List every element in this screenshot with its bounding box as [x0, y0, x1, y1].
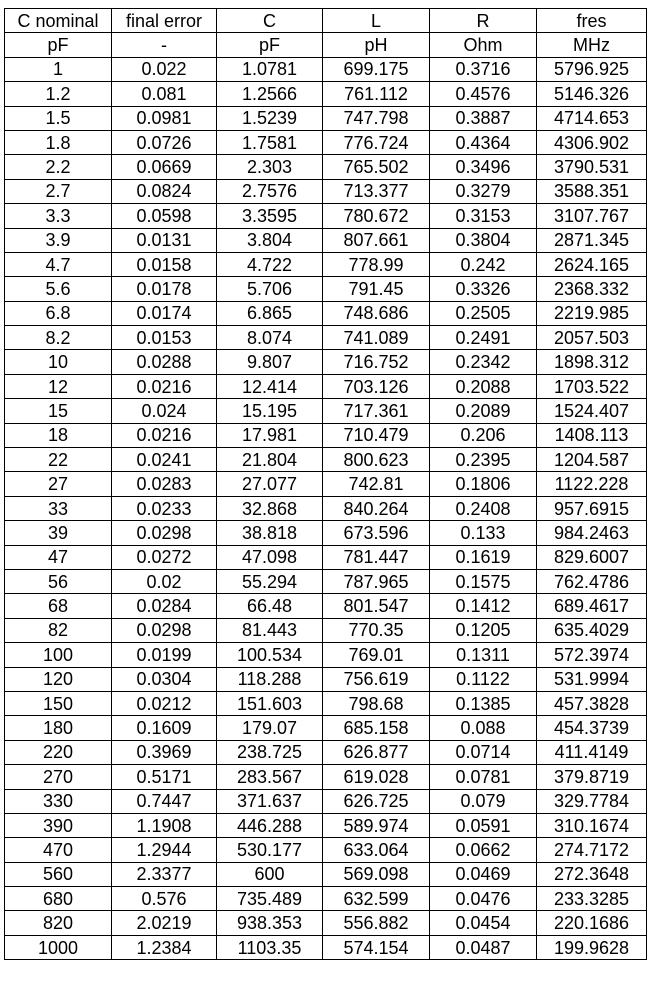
cell-r: 0.3326: [430, 277, 537, 301]
cell-r: 0.3496: [430, 155, 537, 179]
table-row: [5, 228, 647, 252]
cell-fres: 220.1686: [537, 911, 647, 935]
cell-c: 27.077: [217, 472, 323, 496]
cell-final-error: 0.0304: [112, 667, 217, 691]
table-row: [5, 472, 647, 496]
cell-c-nominal: 1: [5, 57, 112, 81]
cell-c-nominal: 10: [5, 350, 112, 374]
cell-fres: 3790.531: [537, 155, 647, 179]
table-row: [5, 813, 647, 837]
table-row: [5, 691, 647, 715]
cell-l: 713.377: [323, 179, 430, 203]
cell-c: 371.637: [217, 789, 323, 813]
cell-c: 2.303: [217, 155, 323, 179]
cell-c: 5.706: [217, 277, 323, 301]
table-row: [5, 618, 647, 642]
cell-l: 626.877: [323, 740, 430, 764]
cell-c: 3.3595: [217, 204, 323, 228]
cell-r: 0.2089: [430, 399, 537, 423]
cell-fres: 1703.522: [537, 374, 647, 398]
table-row: [5, 155, 647, 179]
cell-c-nominal: 3.3: [5, 204, 112, 228]
cell-final-error: 2.0219: [112, 911, 217, 935]
cell-fres: 454.3739: [537, 716, 647, 740]
header-row: [5, 9, 647, 33]
cell-final-error: 0.0283: [112, 472, 217, 496]
table-row: [5, 448, 647, 472]
table-row: [5, 57, 647, 81]
cell-c: 55.294: [217, 569, 323, 593]
table-row: [5, 326, 647, 350]
cell-final-error: 0.0199: [112, 643, 217, 667]
cell-fres: 2624.165: [537, 252, 647, 276]
cell-c: 6.865: [217, 301, 323, 325]
cell-l: 741.089: [323, 326, 430, 350]
cell-c-nominal: 82: [5, 618, 112, 642]
table-row: [5, 765, 647, 789]
cell-c-nominal: 18: [5, 423, 112, 447]
cell-r: 0.1412: [430, 594, 537, 618]
header-c-nominal: C nominal: [5, 9, 112, 33]
cell-l: 840.264: [323, 496, 430, 520]
unit-l: pH: [323, 33, 430, 57]
table-row: [5, 838, 647, 862]
table-row: [5, 204, 647, 228]
cell-fres: 310.1674: [537, 813, 647, 837]
cell-l: 716.752: [323, 350, 430, 374]
cell-l: 574.154: [323, 935, 430, 959]
cell-c-nominal: 1.5: [5, 106, 112, 130]
cell-final-error: 0.022: [112, 57, 217, 81]
cell-c-nominal: 100: [5, 643, 112, 667]
table-row: [5, 545, 647, 569]
cell-c: 1.7581: [217, 130, 323, 154]
cell-fres: 1204.587: [537, 448, 647, 472]
cell-final-error: 1.2944: [112, 838, 217, 862]
cell-c: 47.098: [217, 545, 323, 569]
cell-l: 703.126: [323, 374, 430, 398]
unit-final-error: -: [112, 33, 217, 57]
cell-c: 238.725: [217, 740, 323, 764]
cell-c: 1.5239: [217, 106, 323, 130]
cell-final-error: 0.0726: [112, 130, 217, 154]
cell-c-nominal: 180: [5, 716, 112, 740]
cell-final-error: 1.1908: [112, 813, 217, 837]
cell-c: 938.353: [217, 911, 323, 935]
cell-c-nominal: 120: [5, 667, 112, 691]
cell-fres: 272.3648: [537, 862, 647, 886]
cell-r: 0.2491: [430, 326, 537, 350]
cell-c-nominal: 68: [5, 594, 112, 618]
cell-r: 0.0469: [430, 862, 537, 886]
cell-c: 600: [217, 862, 323, 886]
cell-l: 800.623: [323, 448, 430, 472]
table-header: [5, 9, 647, 58]
cell-r: 0.1385: [430, 691, 537, 715]
table-row: [5, 130, 647, 154]
cell-l: 761.112: [323, 82, 430, 106]
header-r: R: [430, 9, 537, 33]
cell-l: 801.547: [323, 594, 430, 618]
cell-c: 1.0781: [217, 57, 323, 81]
cell-fres: 2219.985: [537, 301, 647, 325]
cell-fres: 689.4617: [537, 594, 647, 618]
cell-c: 4.722: [217, 252, 323, 276]
table-row: [5, 350, 647, 374]
cell-final-error: 0.0131: [112, 228, 217, 252]
cell-final-error: 0.0824: [112, 179, 217, 203]
cell-c: 283.567: [217, 765, 323, 789]
cell-r: 0.2395: [430, 448, 537, 472]
cell-r: 0.2408: [430, 496, 537, 520]
cell-final-error: 0.0216: [112, 423, 217, 447]
table-row: [5, 667, 647, 691]
cell-l: 748.686: [323, 301, 430, 325]
table-row: [5, 423, 647, 447]
cell-fres: 572.3974: [537, 643, 647, 667]
cell-fres: 1898.312: [537, 350, 647, 374]
cell-r: 0.0454: [430, 911, 537, 935]
cell-r: 0.206: [430, 423, 537, 447]
table-body: [5, 57, 647, 959]
table-row: [5, 643, 647, 667]
cell-final-error: 0.0284: [112, 594, 217, 618]
cell-fres: 233.3285: [537, 887, 647, 911]
cell-c-nominal: 330: [5, 789, 112, 813]
cell-c-nominal: 3.9: [5, 228, 112, 252]
cell-final-error: 0.0153: [112, 326, 217, 350]
cell-c: 8.074: [217, 326, 323, 350]
cell-l: 791.45: [323, 277, 430, 301]
table-row: [5, 521, 647, 545]
cell-final-error: 0.0212: [112, 691, 217, 715]
cell-fres: 329.7784: [537, 789, 647, 813]
cell-final-error: 0.3969: [112, 740, 217, 764]
cell-r: 0.242: [430, 252, 537, 276]
cell-l: 765.502: [323, 155, 430, 179]
cell-r: 0.1311: [430, 643, 537, 667]
cell-final-error: 0.0233: [112, 496, 217, 520]
unit-fres: MHz: [537, 33, 647, 57]
cell-fres: 4306.902: [537, 130, 647, 154]
cell-final-error: 0.0598: [112, 204, 217, 228]
cell-final-error: 0.0981: [112, 106, 217, 130]
cell-final-error: 0.5171: [112, 765, 217, 789]
cell-l: 633.064: [323, 838, 430, 862]
cell-final-error: 0.081: [112, 82, 217, 106]
cell-c: 17.981: [217, 423, 323, 447]
cell-c: 1.2566: [217, 82, 323, 106]
cell-c-nominal: 820: [5, 911, 112, 935]
cell-c-nominal: 220: [5, 740, 112, 764]
cell-l: 776.724: [323, 130, 430, 154]
cell-c-nominal: 1000: [5, 935, 112, 959]
cell-fres: 531.9994: [537, 667, 647, 691]
table-row: [5, 496, 647, 520]
cell-final-error: 1.2384: [112, 935, 217, 959]
cell-c: 118.288: [217, 667, 323, 691]
cell-r: 0.133: [430, 521, 537, 545]
cell-l: 619.028: [323, 765, 430, 789]
cell-r: 0.079: [430, 789, 537, 813]
cell-l: 556.882: [323, 911, 430, 935]
cell-c-nominal: 270: [5, 765, 112, 789]
cell-final-error: 0.0288: [112, 350, 217, 374]
header-final-error: final error: [112, 9, 217, 33]
cell-fres: 1524.407: [537, 399, 647, 423]
cell-final-error: 0.0298: [112, 618, 217, 642]
cell-c-nominal: 2.2: [5, 155, 112, 179]
cell-c-nominal: 150: [5, 691, 112, 715]
cell-fres: 2871.345: [537, 228, 647, 252]
cell-r: 0.3153: [430, 204, 537, 228]
cell-c: 100.534: [217, 643, 323, 667]
cell-l: 798.68: [323, 691, 430, 715]
cell-c: 81.443: [217, 618, 323, 642]
cell-r: 0.088: [430, 716, 537, 740]
cell-r: 0.3716: [430, 57, 537, 81]
table-row: [5, 887, 647, 911]
cell-fres: 829.6007: [537, 545, 647, 569]
unit-r: Ohm: [430, 33, 537, 57]
cell-c: 1103.35: [217, 935, 323, 959]
unit-c-nominal: pF: [5, 33, 112, 57]
cell-c: 66.48: [217, 594, 323, 618]
cell-r: 0.4576: [430, 82, 537, 106]
units-row: [5, 33, 647, 57]
cell-l: 769.01: [323, 643, 430, 667]
cell-r: 0.0781: [430, 765, 537, 789]
cell-r: 0.0487: [430, 935, 537, 959]
cell-r: 0.2342: [430, 350, 537, 374]
capacitor-table-container: [4, 8, 647, 960]
cell-c: 151.603: [217, 691, 323, 715]
cell-fres: 379.8719: [537, 765, 647, 789]
table-row: [5, 179, 647, 203]
cell-c-nominal: 15: [5, 399, 112, 423]
cell-c-nominal: 6.8: [5, 301, 112, 325]
cell-l: 756.619: [323, 667, 430, 691]
cell-c: 2.7576: [217, 179, 323, 203]
cell-c-nominal: 39: [5, 521, 112, 545]
table-row: [5, 594, 647, 618]
cell-fres: 2057.503: [537, 326, 647, 350]
cell-r: 0.3279: [430, 179, 537, 203]
cell-c-nominal: 560: [5, 862, 112, 886]
table-row: [5, 935, 647, 959]
cell-l: 778.99: [323, 252, 430, 276]
cell-c: 530.177: [217, 838, 323, 862]
cell-c: 179.07: [217, 716, 323, 740]
cell-fres: 1122.228: [537, 472, 647, 496]
cell-c-nominal: 27: [5, 472, 112, 496]
table-row: [5, 716, 647, 740]
cell-c-nominal: 56: [5, 569, 112, 593]
cell-fres: 199.9628: [537, 935, 647, 959]
cell-c-nominal: 390: [5, 813, 112, 837]
table-row: [5, 106, 647, 130]
cell-c-nominal: 1.2: [5, 82, 112, 106]
table-row: [5, 252, 647, 276]
cell-c-nominal: 4.7: [5, 252, 112, 276]
cell-c: 9.807: [217, 350, 323, 374]
cell-final-error: 0.1609: [112, 716, 217, 740]
cell-r: 0.3804: [430, 228, 537, 252]
cell-fres: 984.2463: [537, 521, 647, 545]
cell-c: 15.195: [217, 399, 323, 423]
cell-l: 699.175: [323, 57, 430, 81]
table-row: [5, 862, 647, 886]
cell-r: 0.1122: [430, 667, 537, 691]
cell-r: 0.2505: [430, 301, 537, 325]
table-row: [5, 740, 647, 764]
header-fres: fres: [537, 9, 647, 33]
cell-l: 781.447: [323, 545, 430, 569]
cell-l: 780.672: [323, 204, 430, 228]
cell-c: 21.804: [217, 448, 323, 472]
cell-l: 569.098: [323, 862, 430, 886]
cell-c-nominal: 8.2: [5, 326, 112, 350]
table-row: [5, 82, 647, 106]
cell-fres: 4714.653: [537, 106, 647, 130]
cell-c: 3.804: [217, 228, 323, 252]
cell-final-error: 0.0298: [112, 521, 217, 545]
cell-c: 12.414: [217, 374, 323, 398]
cell-r: 0.1575: [430, 569, 537, 593]
cell-l: 673.596: [323, 521, 430, 545]
header-c: C: [217, 9, 323, 33]
cell-final-error: 2.3377: [112, 862, 217, 886]
cell-r: 0.0714: [430, 740, 537, 764]
cell-fres: 3107.767: [537, 204, 647, 228]
cell-final-error: 0.576: [112, 887, 217, 911]
cell-final-error: 0.0241: [112, 448, 217, 472]
cell-fres: 762.4786: [537, 569, 647, 593]
cell-fres: 457.3828: [537, 691, 647, 715]
cell-l: 685.158: [323, 716, 430, 740]
cell-fres: 1408.113: [537, 423, 647, 447]
unit-c: pF: [217, 33, 323, 57]
cell-c: 446.288: [217, 813, 323, 837]
cell-r: 0.0662: [430, 838, 537, 862]
table-row: [5, 301, 647, 325]
cell-r: 0.2088: [430, 374, 537, 398]
cell-r: 0.1806: [430, 472, 537, 496]
cell-fres: 274.7172: [537, 838, 647, 862]
cell-c-nominal: 1.8: [5, 130, 112, 154]
cell-c-nominal: 12: [5, 374, 112, 398]
table-row: [5, 374, 647, 398]
cell-c: 32.868: [217, 496, 323, 520]
cell-final-error: 0.0216: [112, 374, 217, 398]
cell-c-nominal: 5.6: [5, 277, 112, 301]
cell-l: 770.35: [323, 618, 430, 642]
cell-fres: 2368.332: [537, 277, 647, 301]
cell-l: 626.725: [323, 789, 430, 813]
cell-r: 0.0591: [430, 813, 537, 837]
cell-final-error: 0.0158: [112, 252, 217, 276]
cell-fres: 3588.351: [537, 179, 647, 203]
cell-l: 747.798: [323, 106, 430, 130]
cell-final-error: 0.0272: [112, 545, 217, 569]
cell-fres: 5146.326: [537, 82, 647, 106]
cell-final-error: 0.024: [112, 399, 217, 423]
table-row: [5, 569, 647, 593]
cell-final-error: 0.0174: [112, 301, 217, 325]
cell-r: 0.0476: [430, 887, 537, 911]
cell-l: 632.599: [323, 887, 430, 911]
cell-r: 0.3887: [430, 106, 537, 130]
cell-c-nominal: 22: [5, 448, 112, 472]
cell-c: 735.489: [217, 887, 323, 911]
cell-c-nominal: 2.7: [5, 179, 112, 203]
cell-fres: 635.4029: [537, 618, 647, 642]
cell-r: 0.4364: [430, 130, 537, 154]
header-l: L: [323, 9, 430, 33]
cell-c-nominal: 680: [5, 887, 112, 911]
table-row: [5, 277, 647, 301]
table-row: [5, 399, 647, 423]
cell-r: 0.1205: [430, 618, 537, 642]
cell-c-nominal: 47: [5, 545, 112, 569]
cell-l: 742.81: [323, 472, 430, 496]
table-row: [5, 789, 647, 813]
cell-l: 787.965: [323, 569, 430, 593]
table-row: [5, 911, 647, 935]
cell-r: 0.1619: [430, 545, 537, 569]
cell-final-error: 0.0669: [112, 155, 217, 179]
cell-l: 807.661: [323, 228, 430, 252]
cell-fres: 5796.925: [537, 57, 647, 81]
cell-c: 38.818: [217, 521, 323, 545]
cell-l: 589.974: [323, 813, 430, 837]
cell-l: 717.361: [323, 399, 430, 423]
cell-final-error: 0.7447: [112, 789, 217, 813]
cell-c-nominal: 33: [5, 496, 112, 520]
cell-final-error: 0.02: [112, 569, 217, 593]
cell-fres: 957.6915: [537, 496, 647, 520]
cell-c-nominal: 470: [5, 838, 112, 862]
cell-fres: 411.4149: [537, 740, 647, 764]
capacitor-parameter-table: [4, 8, 647, 960]
cell-l: 710.479: [323, 423, 430, 447]
cell-final-error: 0.0178: [112, 277, 217, 301]
